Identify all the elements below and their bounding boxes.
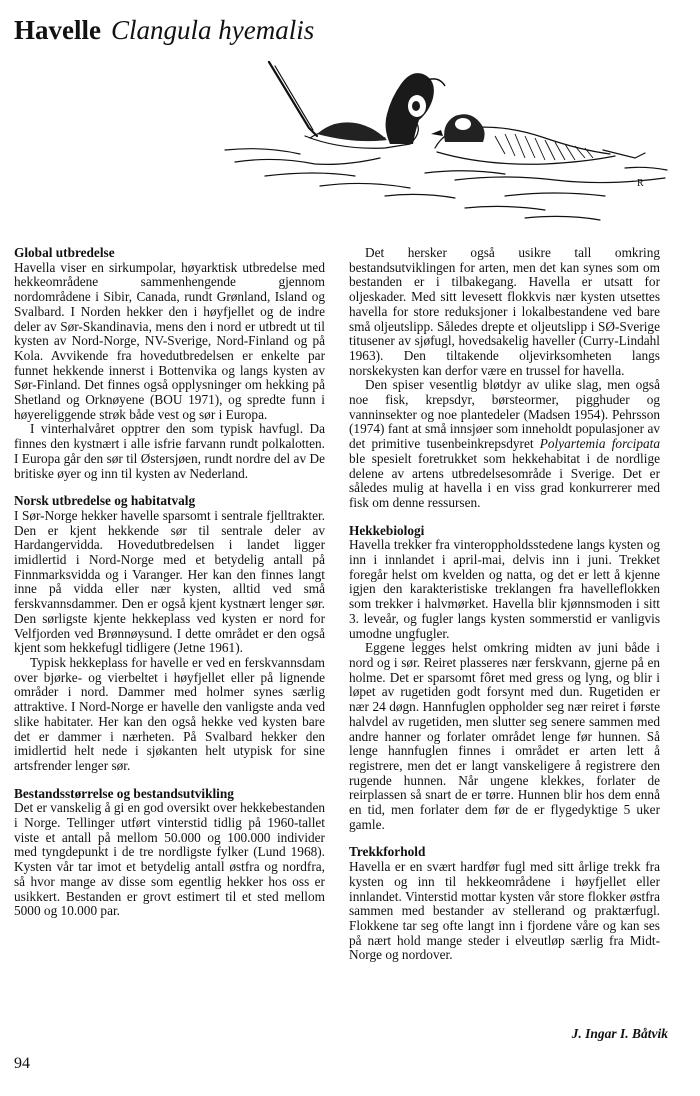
paragraph-text: Den spiser vesentlig bløtdyr av ulike slag, men også noe fisk, krepsdyr, børsteormer, pigghuder og vanninsekter og noe plantedeler (Madsen 1954). Pehrsson (1974) fant at små innsjøer som inneholdt populasjoner av det primitive tusenbeinkrepsdyret: [349, 377, 660, 452]
paragraph: Det hersker også usikre tall omkring bestandsutviklingen for arten, men det kan synes som om bestanden er i tilbakegang. Havella er utsatt for oljeskader. Med sitt levesett flokkvis nær kysten utsettes havella for store reduksjoner i lokalbestandene ved bare små oljeutslipp. Således drepte et oljeutslipp i SØ-Sverige titusener av sjøfugl, hovedsakelig haveller (Curry-Lindahl 1963). Den tiltakende oljevirksomheten langs norskekysten kan derfor være en trussel for havella.: [349, 245, 660, 378]
left-column: [14, 246, 325, 919]
heading-global-distribution: Global utbredelse: [14, 245, 115, 260]
paragraph: Typisk hekkeplass for havelle er ved en ferskvannsdam over bjørke- og vierbeltet i høyfjellet eller på lignende områder i nord. Dammer med holmer synes særlig attraktive. I Nord-Norge er havelle den vanligste anda ved slike habitater. Her kan den også hekke ved kysten bare det er dammer i nærheten. På Svalbard hekker den imidlertid helt nede i sjøkanten helt utypisk for sine artsfrender lenger sør.: [14, 654, 325, 773]
heading-breeding-biology: Hekkebiologi: [349, 522, 425, 538]
page-title: [14, 14, 314, 46]
paragraph: Havella trekker fra vinteroppholdsstedene langs kysten og inn i innlandet i april-mai, delvis inn i juni. Trekket foregår helst om kvelden og natta, og det er lett å kjenne igjen den karakteristiske treklangen fra havelleflokken som trekker i halvmørket. Havella blir kjønnsmoden i sitt 3. leveår, og fugler langs kysten sommerstid er vanligvis umodne ungfugler.: [349, 537, 660, 641]
species-name: Havelle: [14, 15, 101, 45]
page-number: 94: [14, 1055, 30, 1072]
svg-text:R: R: [637, 178, 644, 189]
heading-population: Bestandsstørrelse og bestandsutvikling: [14, 785, 234, 801]
paragraph: Eggene legges helst omkring midten av juni både i nord og i sør. Reiret plasseres nær ferskvann, gjerne på en holme. Det er sparsomt fôret med gress og lyng, og blir i løpet av rugetiden godt forsynt med dun. Rugetiden er nær 24 døgn. Hannfuglen oppholder seg nær reiret i første halvdel av rugetiden, men slutter seg senere sammen med andre hanner og forlater området lenge før hunnen. Så lenge hannfuglen finnes i området er arten lett å registrere, men det er langt vanskeligere å registrere den rugende hunnen. Når ungene klekkes, forlater de reirplassen så snart de er tørre. Hunnen blir hos dem ennå en tid, men forlater dem før de er flygedyktige 5 uker gamle.: [349, 640, 660, 832]
heading-norwegian-distribution: Norsk utbredelse og habitatvalg: [14, 493, 196, 509]
species-italic: Polyartemia forcipata: [539, 436, 660, 452]
paragraph: Havella er en svært hardfør fugl med sitt årlige trekk fra kysten og inn til hekkeområdene i høyfjellet eller innlandet. Vinterstid mottar kysten vår store flokker østfra sammen med bestander av stellerand og praktærfugl. Flokkene tar seg ofte langt inn i fjordene våre og kan ses på nært hold mange steder i elveutløp særlig fra Midt-Norge og nordover.: [349, 859, 660, 963]
heading-migration: Trekkforhold: [349, 844, 426, 860]
duck-illustration: [205, 58, 675, 228]
paragraph: I Sør-Norge hekker havelle sparsomt i sentrale fjelltrakter. Den er kjent hekkende sør til sentrale deler av Hardangervidda. Hovedutbredelsen i landet ligger imidlertid i Nord-Norge med et betydelig antall på Finnmarksvidda og i Varanger. Her kan den finnes langt inne på vidda eller nær kysten, alltid ved små ferskvannsdammer. Den er også kjent kystnært lenger sør. Den sørligste kjente hekkeplass ved kysten er nord for Velfjorden ved Brønnøysund. I dette området er den også kjent som hekkefugl tidligere (Jetne 1961).: [14, 507, 325, 656]
author-credit: J. Ingar I. Båtvik: [571, 1026, 668, 1041]
latin-name: Clangula hyemalis: [110, 15, 315, 45]
paragraph: Det er vanskelig å gi en god oversikt over hekkebestanden i Norge. Tellinger utført vinterstid tidlig på 1960-tallet viste et antall på mellom 50.000 og 100.000 individer med tyngdepunkt i de tre nordligste fylker (Lund 1968). Kysten vår tar imot et betydelig antall østfra og nordfra, så hvor mange av disse som egentlig hekker hos oss er usikkert. Bestanden er grovt estimert til et sted mellom 5000 og 10.000 par.: [14, 800, 325, 919]
paragraph: [349, 378, 660, 510]
right-column: [349, 246, 660, 963]
paragraph-text: ble spesielt foretrukket som hekkehabitat i de nordlige delene av artens utbredelsesområde i Sverige. Det er således mulig at havella i en viss grad konkurrerer med fisk om denne ressursen.: [349, 450, 660, 510]
paragraph: I vinterhalvåret opptrer den som typisk havfugl. Da finnes den kystnært i alle isfrie farvann rundt polkalotten. I Europa går den sør til Østersjøen, rundt nordre del av De britiske øyer og inn til kysten av Nederland.: [14, 421, 325, 481]
paragraph: Havella viser en sirkumpolar, høyarktisk utbredelse med hekkeområdene sammenhengende gjennom nordområdene i Sibir, Canada, rundt Grønland, Island og Svalbard. I Norden hekker den i høyfjellet og de indre deler av Sør-Skandinavia, mens den i nord er utbredt ut til kysten av Nord-Norge, NV-Sverige, Nord-Finland og på Kola. Avvikende fra hovedutbredelsen er enkelte par funnet hekkende innerst i Bottenvika og langs kysten av Sør-Finland. Det finnes også opplysninger om hekking på Shetland og Orknøyene (BOU 1971), og spredte funn i høyereliggende strøk både vest og sør i Europa.: [14, 259, 325, 422]
